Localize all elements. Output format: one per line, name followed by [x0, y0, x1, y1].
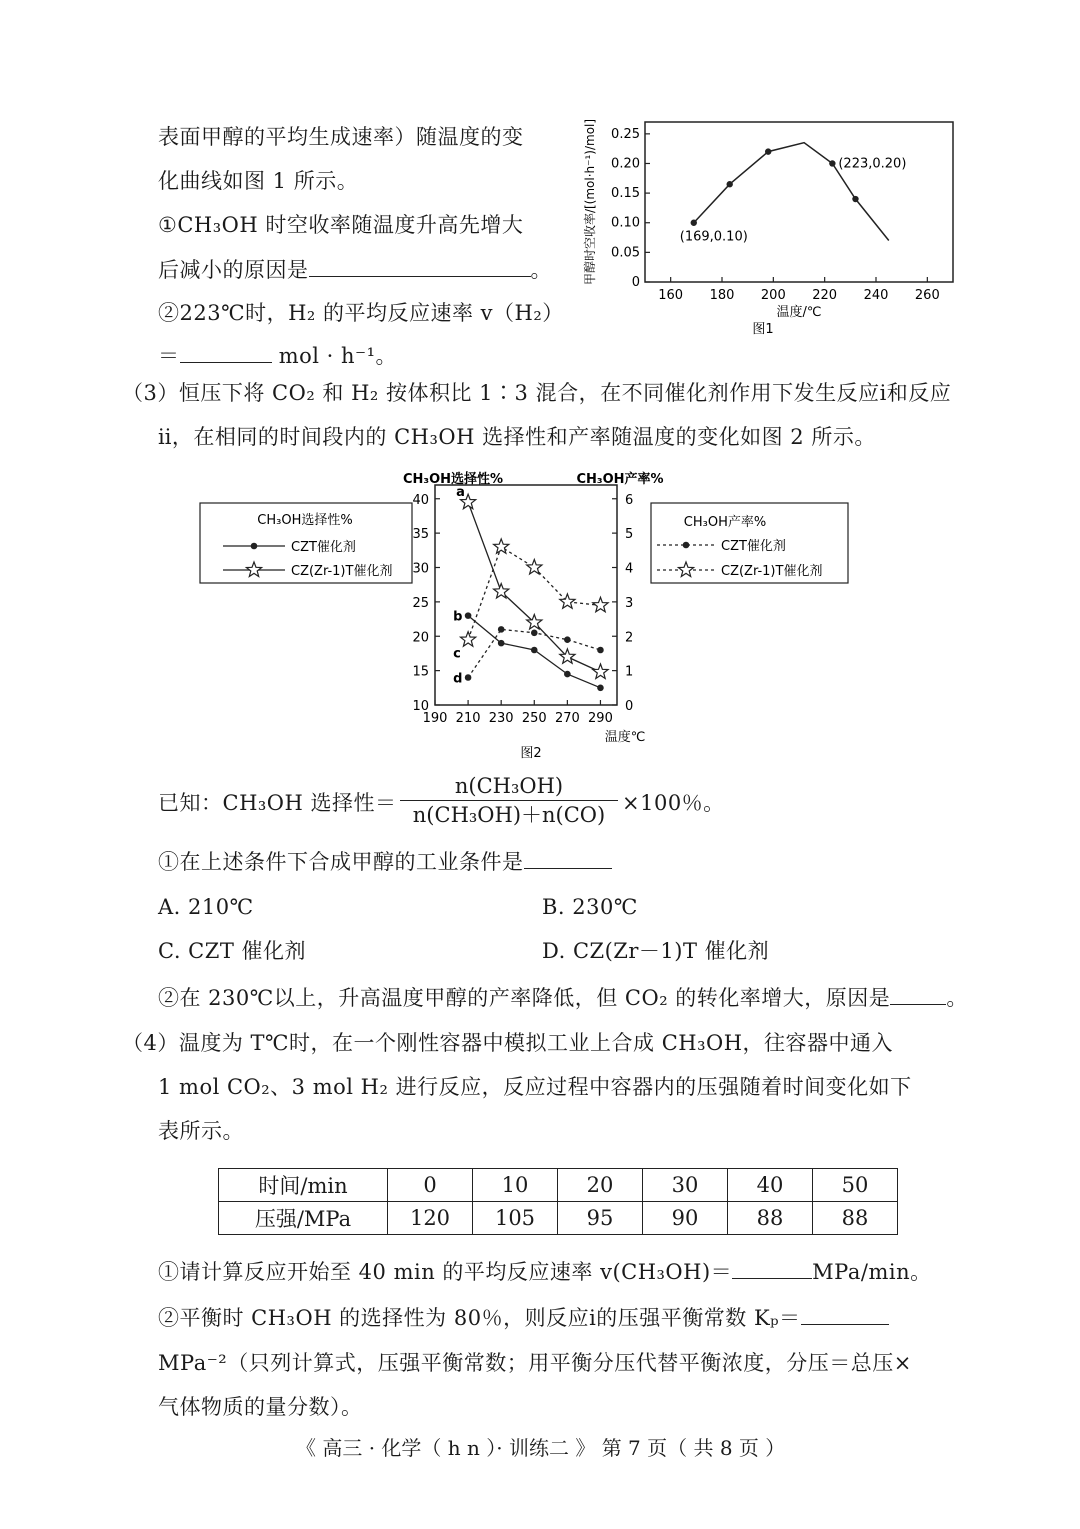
legend-dot-marker	[251, 543, 258, 550]
series-line-2	[468, 629, 600, 677]
answer-blank[interactable]	[309, 254, 531, 277]
table-cell: 0	[388, 1169, 473, 1202]
q3-1-stem-text: ①在上述条件下合成甲醇的工业条件是	[158, 850, 524, 874]
data-point	[691, 220, 697, 226]
part2-q2-eq: ＝	[158, 344, 180, 368]
left-y-tick-label: 20	[412, 630, 429, 646]
dot-marker	[597, 685, 604, 692]
answer-blank[interactable]	[801, 1302, 889, 1325]
x-tick-label: 180	[709, 288, 735, 303]
right-y-tick-label: 4	[625, 561, 634, 577]
dot-marker	[498, 640, 505, 647]
point-label-c: c	[453, 646, 461, 662]
legend-right-item-czzrt: CZ(Zr-1)T催化剂	[721, 564, 823, 579]
y-tick-label: 0.25	[611, 126, 640, 142]
dot-marker	[465, 612, 472, 619]
option-d[interactable]: D. CZ(Zr－1)T 催化剂	[542, 939, 770, 963]
q4-1-stem: ①请计算反应开始至 40 min 的平均反应速率 v(CH₃OH)＝	[158, 1260, 733, 1284]
x-tick-label: 160	[658, 288, 684, 303]
figure-1-chart	[560, 110, 970, 350]
x-tick-label: 220	[812, 288, 838, 303]
answer-blank[interactable]	[180, 340, 272, 363]
known-prefix: 已知：CH₃OH 选择性＝	[158, 791, 397, 815]
left-axis-title: CH₃OH选择性%	[402, 472, 504, 487]
table-cell: 90	[643, 1202, 728, 1235]
y-axis-label: 甲醇时空收率/[(mol·h⁻¹)/mol]	[583, 118, 597, 286]
part4-line1: （4）温度为 T℃时，在一个刚性容器中模拟工业上合成 CH₃OH，往容器中通入	[122, 1031, 894, 1055]
figure-caption: 图1	[752, 322, 774, 337]
y-tick-label: 0	[631, 275, 640, 290]
part2-q1-text: 后减小的原因是	[158, 258, 309, 282]
point-label-d: d	[453, 671, 463, 687]
dot-marker	[465, 674, 472, 681]
table-cell: 10	[473, 1169, 558, 1202]
option-c[interactable]: C. CZT 催化剂	[158, 939, 307, 963]
star-marker	[560, 594, 575, 608]
answer-blank[interactable]	[732, 1256, 812, 1279]
table-cell: 40	[728, 1169, 813, 1202]
part2-line1: 表面甲醇的平均生成速率）随温度的变	[158, 125, 524, 149]
q4-2-stem: ②平衡时 CH₃OH 的选择性为 80％，则反应ⅰ的压强平衡常数 Kₚ＝	[158, 1306, 801, 1330]
known-suffix: ×100％。	[622, 791, 725, 815]
data-point	[829, 160, 835, 166]
dot-marker	[597, 647, 604, 654]
left-y-tick-label: 10	[412, 699, 429, 714]
legend-right-item-czt: CZT催化剂	[721, 539, 786, 554]
point-label-b: b	[453, 609, 463, 625]
dot-marker	[531, 630, 538, 637]
option-a[interactable]: A. 210℃	[158, 895, 254, 919]
option-b[interactable]: B. 230℃	[542, 895, 638, 919]
legend-left-title: CH₃OH选择性%	[257, 513, 353, 528]
y-tick-label: 0.20	[611, 156, 640, 172]
left-y-tick-label: 40	[412, 492, 429, 508]
x-tick-label: 200	[760, 288, 786, 303]
point-label-a: a	[456, 485, 465, 501]
y-tick-label: 0.15	[611, 186, 640, 202]
table-cell: 120	[388, 1202, 473, 1235]
part3-line1: （3）恒压下将 CO₂ 和 H₂ 按体积比 1∶3 混合，在不同催化剂作用下发生反应ⅰ和反应	[122, 381, 952, 405]
table-row-time	[219, 1169, 898, 1202]
left-y-tick-label: 15	[412, 664, 429, 680]
figure-caption: 图2	[520, 746, 542, 761]
legend-left-item-czt: CZT催化剂	[291, 540, 356, 555]
table-header-pressure: 压强/MPa	[219, 1202, 388, 1235]
q3-1-stem	[158, 846, 612, 877]
y-tick-label: 0.05	[611, 245, 640, 261]
x-axis-label: 温度℃	[604, 730, 646, 745]
legend-right-title: CH₃OH产率%	[683, 515, 767, 530]
part2-q1-line1: ①CH₃OH 时空收率随温度升高先增大	[158, 213, 524, 237]
x-tick-label: 290	[588, 711, 613, 726]
part4-line2: 1 mol CO₂、3 mol H₂ 进行反应，反应过程中容器内的压强随着时间变化如下	[158, 1075, 912, 1099]
answer-blank[interactable]	[890, 982, 946, 1005]
plot-frame	[645, 122, 953, 282]
table-cell: 88	[813, 1202, 898, 1235]
legend-left-item-czzrt: CZ(Zr-1)T催化剂	[291, 564, 393, 579]
table-cell: 50	[813, 1169, 898, 1202]
data-point	[852, 196, 858, 202]
q3-2-line	[158, 982, 968, 1013]
right-y-tick-label: 2	[625, 630, 634, 646]
table-header-time: 时间/min	[219, 1169, 388, 1202]
q4-1-line	[158, 1256, 932, 1287]
table-cell: 30	[643, 1169, 728, 1202]
fraction-denominator: n(CH₃OH)＋n(CO)	[400, 800, 618, 829]
table-cell: 20	[558, 1169, 643, 1202]
figure-2-chart	[195, 460, 855, 770]
page-footer: 《 高三 · 化学（ h n ）· 训练二 》 第 7 页（ 共 8 页 ）	[296, 1436, 786, 1460]
part4-line3: 表所示。	[158, 1119, 244, 1143]
left-y-tick-label: 30	[412, 561, 429, 577]
x-tick-label: 230	[488, 711, 514, 726]
right-axis-title: CH₃OH产率%	[576, 472, 664, 487]
x-axis-label: 温度/℃	[776, 305, 822, 320]
x-tick-label: 250	[521, 711, 547, 726]
x-tick-label: 240	[863, 288, 889, 303]
part2-q2-unit: mol · h⁻¹。	[278, 344, 398, 368]
table-cell: 105	[473, 1202, 558, 1235]
x-tick-label: 270	[554, 711, 580, 726]
star-marker	[461, 632, 476, 647]
part2-q2-line2	[158, 340, 397, 371]
left-y-tick-label: 25	[412, 595, 429, 611]
part2-line2: 化曲线如图 1 所示。	[158, 169, 359, 193]
dot-marker	[564, 636, 571, 643]
q3-2-end: 。	[946, 986, 968, 1010]
pressure-table	[218, 1168, 898, 1235]
legend-dot-marker	[683, 542, 690, 549]
star-marker	[527, 560, 542, 575]
table-cell: 95	[558, 1202, 643, 1235]
star-marker	[593, 597, 608, 612]
annotation-169: (169,0.10)	[679, 229, 748, 245]
q4-2-line3: 气体物质的量分数）。	[158, 1395, 363, 1419]
answer-blank[interactable]	[524, 846, 612, 869]
annotation-223: (223,0.20)	[838, 156, 907, 172]
left-y-tick-label: 35	[412, 527, 429, 543]
dot-marker	[498, 626, 505, 633]
y-tick-label: 0.10	[611, 215, 640, 231]
table-cell: 88	[728, 1202, 813, 1235]
x-tick-label: 210	[455, 711, 481, 726]
part2-q1-line2	[158, 254, 552, 285]
q3-2-stem: ②在 230℃以上，升高温度甲醇的产率降低，但 CO₂ 的转化率增大，原因是	[158, 986, 891, 1010]
selectivity-fraction	[400, 772, 618, 829]
part2-q2-line1: ②223℃时，H₂ 的平均反应速率 v（H₂）	[158, 301, 564, 325]
series-line-1	[468, 502, 600, 672]
x-tick-label: 190	[422, 711, 448, 726]
right-y-tick-label: 5	[625, 527, 634, 543]
right-y-tick-label: 0	[625, 699, 634, 714]
q4-2-line1	[158, 1302, 889, 1333]
dot-marker	[531, 647, 538, 654]
data-point	[765, 148, 771, 154]
right-y-tick-label: 6	[625, 492, 634, 508]
fraction-numerator: n(CH₃OH)	[454, 774, 564, 798]
star-marker	[494, 539, 509, 553]
q4-1-unit: MPa/min。	[812, 1260, 932, 1284]
q4-2-line2: MPa⁻²（只列计算式，压强平衡常数；用平衡分压代替平衡浓度，分压＝总压×	[158, 1351, 912, 1375]
part3-line2: ⅱ，在相同的时间段内的 CH₃OH 选择性和产率随温度的变化如图 2 所示。	[158, 425, 876, 449]
part2-q1-end: 。	[530, 258, 552, 282]
right-y-tick-label: 1	[625, 664, 634, 680]
dot-marker	[564, 671, 571, 678]
right-y-tick-label: 3	[625, 595, 634, 611]
table-row-pressure	[219, 1202, 898, 1235]
data-point	[727, 181, 733, 187]
x-tick-label: 260	[914, 288, 940, 303]
star-marker	[593, 664, 608, 679]
